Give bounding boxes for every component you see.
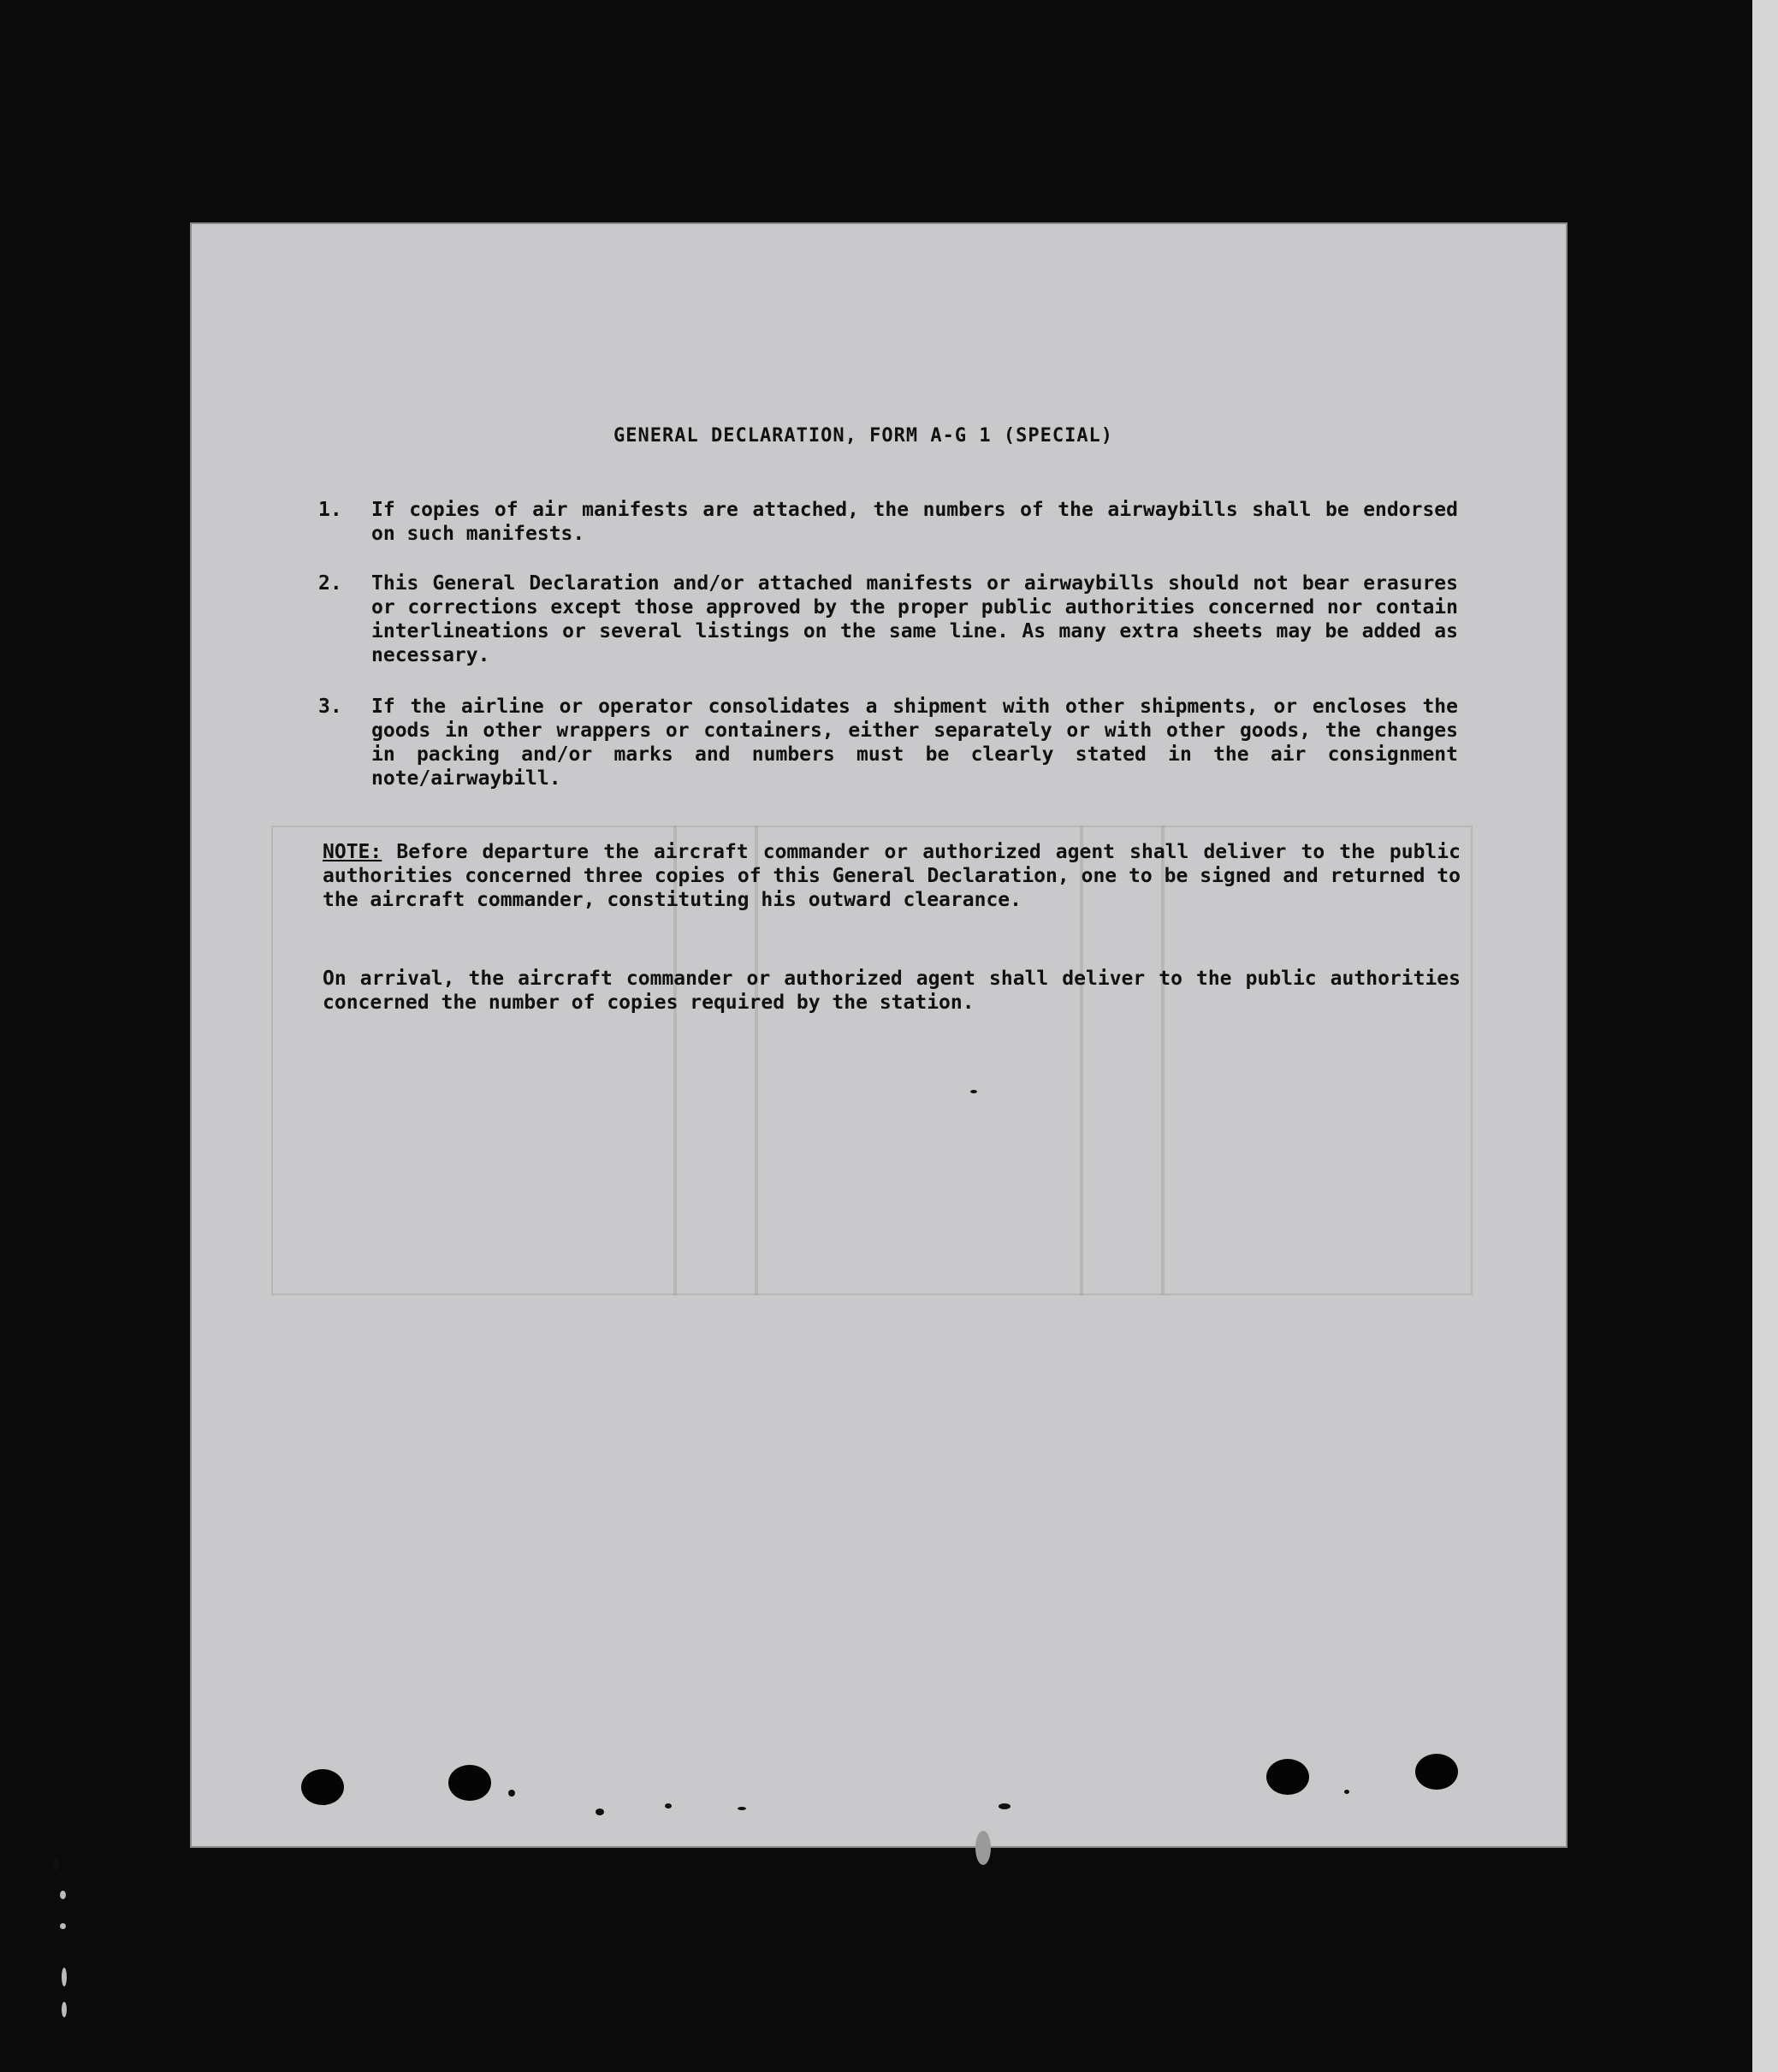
scan-edge-strip bbox=[1752, 0, 1778, 2072]
item-number: 2. bbox=[318, 572, 342, 595]
note-label: NOTE: bbox=[323, 841, 382, 863]
scan-speck bbox=[62, 2002, 67, 2017]
item-text: This General Declaration and/or attached manifests or airwaybills should not bear erasures or corrections except those approved by the proper public authorities concerned nor contain interlineations or several listings on the same line. As many extra sheets may be added as necessary. bbox=[371, 572, 1458, 666]
scan-speck bbox=[60, 1891, 66, 1899]
note-paragraph bbox=[323, 840, 1461, 912]
page-title: GENERAL DECLARATION, FORM A-G 1 (SPECIAL) bbox=[613, 425, 1114, 447]
arrival-paragraph: On arrival, the aircraft commander or authorized agent shall deliver to the public authorities concerned the number of copies required by the station. bbox=[323, 968, 1461, 1014]
punch-hole bbox=[301, 1769, 344, 1805]
scan-speck bbox=[738, 1807, 746, 1810]
scan-speck bbox=[1344, 1790, 1349, 1794]
punch-hole bbox=[1266, 1759, 1309, 1795]
document-page bbox=[190, 222, 1568, 1848]
scan-speck bbox=[999, 1803, 1010, 1809]
scan-speck bbox=[970, 1090, 977, 1093]
item-text: If the airline or operator consolidates a shipment with other shipments, or encloses the goods in other wrappers or containers, either separately or with other goods, the changes in packing and/or marks and numbers must be clearly stated in the air consignment note/airwaybill. bbox=[371, 696, 1458, 790]
item-number: 3. bbox=[318, 696, 342, 718]
scan-speck bbox=[60, 1923, 66, 1929]
scan-speck bbox=[975, 1831, 991, 1865]
scan-speck bbox=[596, 1809, 604, 1815]
punch-hole bbox=[1415, 1754, 1458, 1790]
note-text: Before departure the aircraft commander or authorized agent shall deliver to the public authorities concerned three copies of this General Declaration, one to be signed and returned to the aircraft commander, constituting his outward clearance. bbox=[323, 841, 1461, 911]
punch-hole bbox=[448, 1765, 491, 1801]
scan-speck bbox=[53, 1858, 59, 1870]
scan-speck bbox=[62, 1968, 67, 1986]
item-number: 1. bbox=[318, 499, 342, 521]
item-text: If copies of air manifests are attached, the numbers of the airwaybills shall be endorsed on such manifests. bbox=[371, 499, 1458, 545]
scan-speck bbox=[508, 1790, 515, 1797]
scan-speck bbox=[665, 1803, 672, 1809]
